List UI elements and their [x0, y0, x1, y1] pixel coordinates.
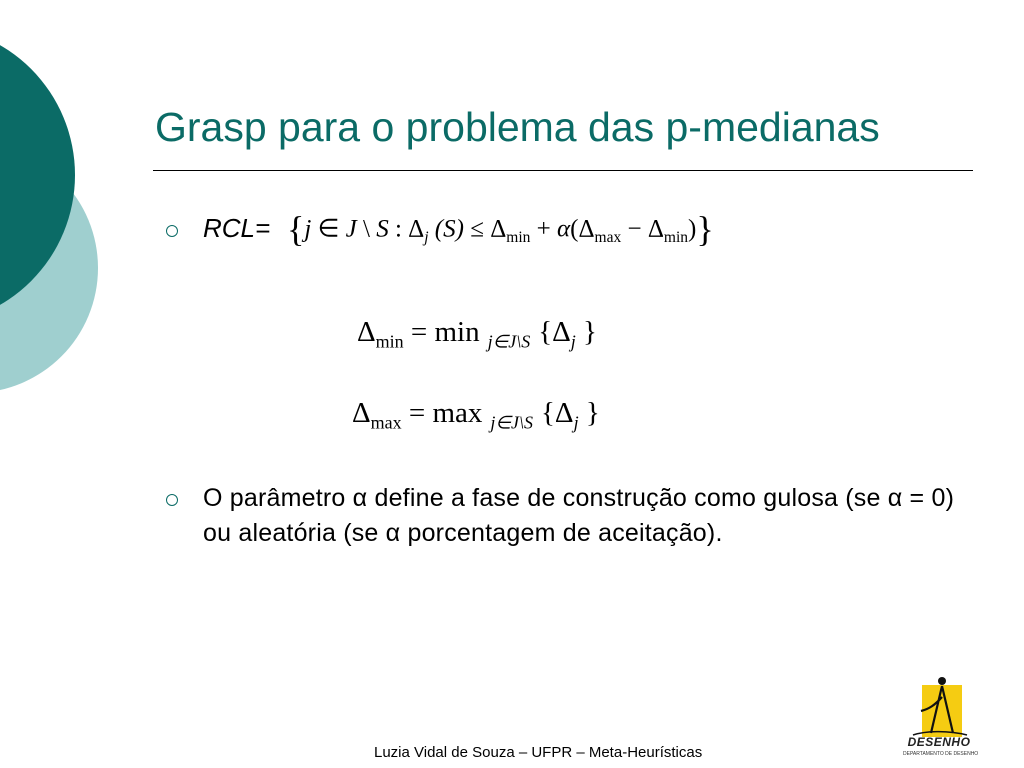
eq-min-close: }	[575, 316, 597, 348]
rcl-formula	[287, 211, 714, 247]
eq-min-lhs-delta: Δ	[357, 316, 376, 348]
eq-min-operator-sub: j∈J\S	[487, 331, 531, 352]
eq-min-rhs-sub: j	[570, 331, 576, 352]
formula-J: J	[345, 215, 357, 243]
formula-setminus: \	[356, 215, 377, 243]
slide-footer: Luzia Vidal de Souza – UFPR – Meta-Heurísticas	[374, 744, 703, 761]
formula-S: S	[376, 215, 389, 243]
alpha-description: O parâmetro α define a fase de construção como gulosa (se α = 0) ou aleatória (se α porcentagem de aceitação).	[203, 484, 955, 547]
formula-delta-max: Δ	[578, 215, 595, 243]
eq-min-operator: min	[434, 316, 480, 348]
eq-max-rhs-sub: j	[573, 412, 579, 433]
eq-max-lhs-delta: Δ	[352, 397, 371, 429]
formula-rparen: )	[688, 215, 697, 243]
slide-title: Grasp para o problema das p-medianas	[155, 104, 880, 150]
formula-plus: +	[530, 215, 557, 243]
formula-minus: −	[621, 215, 648, 243]
eq-max-close: }	[578, 397, 600, 429]
formula-paren-S: (S)	[428, 215, 471, 243]
formula-leq: ≤	[470, 215, 491, 243]
eq-min-equals: =	[403, 316, 435, 348]
eq-max-lhs-sub: max	[370, 412, 402, 433]
formula-delta: Δ	[408, 215, 425, 243]
formula-delta-min: Δ	[490, 215, 507, 243]
desenho-logo	[903, 675, 979, 761]
formula-close-brace: }	[696, 209, 714, 249]
formula-alpha: α	[557, 215, 571, 243]
formula-open-brace: {	[287, 209, 305, 249]
formula-delta-min-2: Δ	[647, 215, 664, 243]
logo-name: DESENHO	[907, 735, 971, 749]
formula-j: j	[304, 215, 312, 243]
equation-delta-max	[352, 399, 600, 431]
formula-sub-j: j	[424, 229, 429, 247]
formula-sub-min-2: min	[663, 229, 689, 247]
equation-delta-min	[357, 318, 597, 350]
formula-sub-min: min	[506, 229, 531, 247]
title-underline	[153, 170, 973, 171]
logo-subtitle: DEPARTAMENTO DE DESENHO	[903, 751, 979, 757]
eq-min-lhs-sub: min	[375, 331, 404, 352]
compass-figure-icon	[907, 675, 971, 737]
rcl-label: RCL=	[203, 213, 271, 243]
bullet-marker-icon	[166, 494, 178, 506]
bullet-marker-icon	[166, 225, 178, 237]
formula-colon: :	[388, 215, 409, 243]
eq-max-rhs: {Δ	[541, 397, 574, 429]
formula-lparen: (	[570, 215, 579, 243]
eq-max-equals: =	[401, 397, 433, 429]
eq-max-operator-sub: j∈J\S	[490, 412, 533, 433]
eq-max-operator: max	[432, 397, 483, 429]
eq-min-rhs: {Δ	[538, 316, 571, 348]
formula-in: ∈	[311, 215, 346, 243]
formula-sub-max: max	[594, 229, 622, 247]
